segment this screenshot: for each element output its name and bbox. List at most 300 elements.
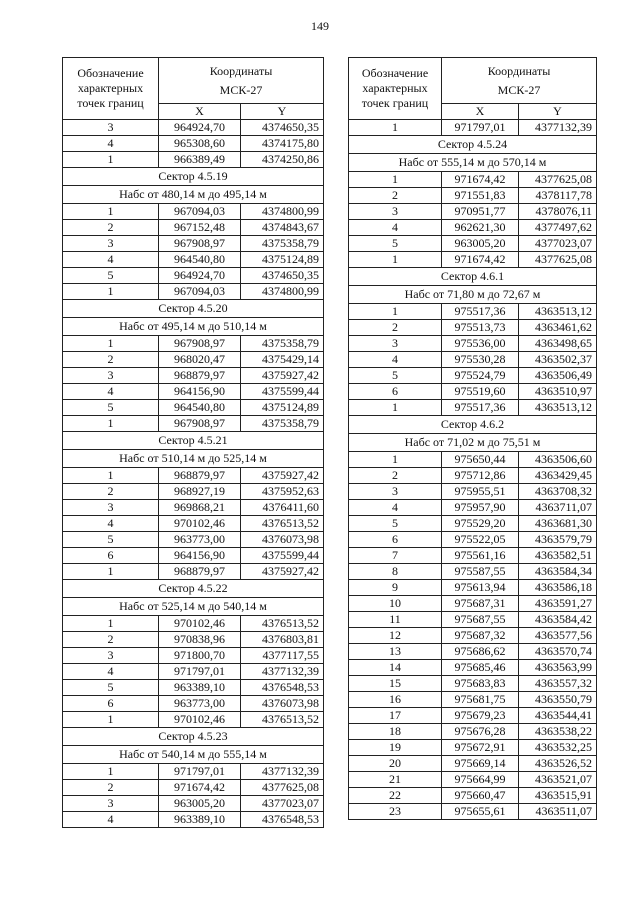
point-number-cell: 19 xyxy=(349,740,442,756)
x-coordinate-cell: 963389,10 xyxy=(159,812,241,828)
table-row xyxy=(349,628,597,644)
coordinates-header xyxy=(442,58,597,104)
x-coordinate-cell: 968879,97 xyxy=(159,564,241,580)
sector-heading: Сектор 4.5.20 xyxy=(63,300,324,318)
x-coordinate-cell: 967094,03 xyxy=(159,204,241,220)
point-number-cell: 4 xyxy=(349,352,442,368)
table-row xyxy=(63,500,324,516)
table-row xyxy=(349,676,597,692)
table-row xyxy=(63,384,324,400)
y-coordinate-cell: 4363511,07 xyxy=(519,804,597,820)
x-coordinate-cell: 965308,60 xyxy=(159,136,241,152)
table-row xyxy=(349,304,597,320)
points-label-line3: точек границ xyxy=(361,96,429,110)
x-coordinate-cell: 975587,55 xyxy=(442,564,519,580)
y-coordinate-cell: 4363461,62 xyxy=(519,320,597,336)
table-row xyxy=(63,648,324,664)
x-coordinate-cell: 968879,97 xyxy=(159,468,241,484)
table-row xyxy=(63,352,324,368)
y-coordinate-cell: 4375358,79 xyxy=(241,416,324,432)
sector-heading-row xyxy=(63,728,324,746)
x-coordinate-cell: 975957,90 xyxy=(442,500,519,516)
table-body-left xyxy=(63,58,324,828)
y-coordinate-cell: 4363532,25 xyxy=(519,740,597,756)
table-row xyxy=(63,764,324,780)
point-number-cell: 8 xyxy=(349,564,442,580)
point-number-cell: 14 xyxy=(349,660,442,676)
x-coordinate-cell: 975669,14 xyxy=(442,756,519,772)
y-coordinate-cell: 4363579,79 xyxy=(519,532,597,548)
point-number-cell: 18 xyxy=(349,724,442,740)
sector-heading: Набс от 555,14 м до 570,14 м xyxy=(349,154,597,172)
sector-heading: Набс от 540,14 м до 555,14 м xyxy=(63,746,324,764)
x-coordinate-cell: 975561,16 xyxy=(442,548,519,564)
point-number-cell: 5 xyxy=(349,368,442,384)
point-number-cell: 20 xyxy=(349,756,442,772)
point-number-cell: 15 xyxy=(349,676,442,692)
x-coordinate-cell: 964540,80 xyxy=(159,252,241,268)
table-row xyxy=(349,516,597,532)
sector-heading-row xyxy=(63,168,324,186)
x-axis-header: X xyxy=(159,104,241,120)
y-coordinate-cell: 4374650,35 xyxy=(241,268,324,284)
sector-heading: Сектор 4.5.23 xyxy=(63,728,324,746)
y-coordinate-cell: 4378117,78 xyxy=(519,188,597,204)
point-number-cell: 6 xyxy=(349,384,442,400)
x-coordinate-cell: 975536,00 xyxy=(442,336,519,352)
point-number-cell: 4 xyxy=(63,812,159,828)
point-number-cell: 7 xyxy=(349,548,442,564)
table-row xyxy=(349,384,597,400)
table-row xyxy=(63,336,324,352)
y-coordinate-cell: 4375599,44 xyxy=(241,384,324,400)
table-row xyxy=(63,548,324,564)
table-row xyxy=(63,712,324,728)
table-row xyxy=(63,812,324,828)
sector-heading-row xyxy=(349,154,597,172)
x-coordinate-cell: 975686,62 xyxy=(442,644,519,660)
coordinate-system: МСК-27 xyxy=(219,82,263,97)
table-row xyxy=(349,352,597,368)
point-number-cell: 3 xyxy=(63,120,159,136)
point-number-cell: 3 xyxy=(63,648,159,664)
x-coordinate-cell: 971674,42 xyxy=(442,252,519,268)
table-row xyxy=(349,320,597,336)
x-coordinate-cell: 969868,21 xyxy=(159,500,241,516)
x-coordinate-cell: 967908,97 xyxy=(159,236,241,252)
point-number-cell: 3 xyxy=(349,336,442,352)
x-coordinate-cell: 968927,19 xyxy=(159,484,241,500)
point-number-cell: 4 xyxy=(63,136,159,152)
point-number-cell: 3 xyxy=(349,484,442,500)
x-coordinate-cell: 971551,83 xyxy=(442,188,519,204)
point-number-cell: 1 xyxy=(63,468,159,484)
x-coordinate-cell: 964924,70 xyxy=(159,120,241,136)
y-coordinate-cell: 4377625,08 xyxy=(519,252,597,268)
x-coordinate-cell: 975660,47 xyxy=(442,788,519,804)
points-label-line3: точек границ xyxy=(77,96,144,110)
x-coordinate-cell: 970838,96 xyxy=(159,632,241,648)
table-row xyxy=(63,564,324,580)
table-row xyxy=(63,268,324,284)
y-coordinate-cell: 4363521,07 xyxy=(519,772,597,788)
sector-heading: Набс от 495,14 м до 510,14 м xyxy=(63,318,324,336)
point-number-cell: 16 xyxy=(349,692,442,708)
y-axis-header: Y xyxy=(241,104,324,120)
table-row xyxy=(349,532,597,548)
x-coordinate-cell: 971797,01 xyxy=(159,664,241,680)
table-row xyxy=(349,564,597,580)
point-number-cell: 3 xyxy=(63,796,159,812)
points-label-header xyxy=(349,58,442,120)
table-row xyxy=(349,220,597,236)
point-number-cell: 5 xyxy=(63,400,159,416)
sector-heading: Сектор 4.6.2 xyxy=(349,416,597,434)
y-coordinate-cell: 4363570,74 xyxy=(519,644,597,660)
table-row xyxy=(63,204,324,220)
x-coordinate-cell: 975687,55 xyxy=(442,612,519,628)
point-number-cell: 1 xyxy=(63,616,159,632)
x-coordinate-cell: 971797,01 xyxy=(159,764,241,780)
x-coordinate-cell: 975522,05 xyxy=(442,532,519,548)
y-coordinate-cell: 4375358,79 xyxy=(241,236,324,252)
y-coordinate-cell: 4377132,39 xyxy=(241,664,324,680)
point-number-cell: 6 xyxy=(349,532,442,548)
y-coordinate-cell: 4378076,11 xyxy=(519,204,597,220)
y-coordinate-cell: 4377625,08 xyxy=(241,780,324,796)
y-coordinate-cell: 4377497,62 xyxy=(519,220,597,236)
point-number-cell: 1 xyxy=(349,452,442,468)
x-coordinate-cell: 971674,42 xyxy=(442,172,519,188)
point-number-cell: 2 xyxy=(63,484,159,500)
point-number-cell: 12 xyxy=(349,628,442,644)
x-coordinate-cell: 975955,51 xyxy=(442,484,519,500)
point-number-cell: 3 xyxy=(63,236,159,252)
y-coordinate-cell: 4377023,07 xyxy=(519,236,597,252)
table-row xyxy=(63,136,324,152)
y-coordinate-cell: 4363526,52 xyxy=(519,756,597,772)
sector-heading-row xyxy=(349,416,597,434)
table-row xyxy=(349,708,597,724)
y-coordinate-cell: 4363681,30 xyxy=(519,516,597,532)
x-coordinate-cell: 975530,28 xyxy=(442,352,519,368)
table-row xyxy=(349,120,597,136)
table-row xyxy=(63,516,324,532)
y-coordinate-cell: 4363429,45 xyxy=(519,468,597,484)
coordinates-table-left xyxy=(62,57,324,828)
x-coordinate-cell: 975517,36 xyxy=(442,400,519,416)
sector-heading: Сектор 4.5.22 xyxy=(63,580,324,598)
point-number-cell: 21 xyxy=(349,772,442,788)
sector-heading-row xyxy=(349,136,597,154)
point-number-cell: 1 xyxy=(63,564,159,580)
y-coordinate-cell: 4376513,52 xyxy=(241,616,324,632)
y-coordinate-cell: 4376411,60 xyxy=(241,500,324,516)
y-coordinate-cell: 4363711,07 xyxy=(519,500,597,516)
y-coordinate-cell: 4376513,52 xyxy=(241,712,324,728)
x-coordinate-cell: 964156,90 xyxy=(159,384,241,400)
point-number-cell: 1 xyxy=(63,712,159,728)
y-coordinate-cell: 4376073,98 xyxy=(241,532,324,548)
y-coordinate-cell: 4363586,18 xyxy=(519,580,597,596)
coordinates-header xyxy=(159,58,324,104)
y-coordinate-cell: 4374650,35 xyxy=(241,120,324,136)
coordinates-title: Координаты xyxy=(209,63,273,78)
table-row xyxy=(63,796,324,812)
y-coordinate-cell: 4377132,39 xyxy=(519,120,597,136)
sector-heading-row xyxy=(63,450,324,468)
x-coordinate-cell: 975676,28 xyxy=(442,724,519,740)
point-number-cell: 2 xyxy=(63,352,159,368)
point-number-cell: 6 xyxy=(63,696,159,712)
table-row xyxy=(349,660,597,676)
x-coordinate-cell: 970951,77 xyxy=(442,204,519,220)
table-body-right xyxy=(349,58,597,820)
table-row xyxy=(63,532,324,548)
sector-heading-row xyxy=(349,286,597,304)
x-coordinate-cell: 967908,97 xyxy=(159,336,241,352)
table-row xyxy=(349,188,597,204)
table-row xyxy=(349,804,597,820)
point-number-cell: 4 xyxy=(63,384,159,400)
x-axis-header: X xyxy=(442,104,519,120)
point-number-cell: 1 xyxy=(349,120,442,136)
sector-heading: Набс от 525,14 м до 540,14 м xyxy=(63,598,324,616)
x-coordinate-cell: 963005,20 xyxy=(442,236,519,252)
table-row xyxy=(63,416,324,432)
points-label-line1: Обозначение xyxy=(361,66,429,80)
x-coordinate-cell: 970102,46 xyxy=(159,516,241,532)
point-number-cell: 2 xyxy=(63,220,159,236)
sector-heading-row xyxy=(349,268,597,286)
x-coordinate-cell: 968879,97 xyxy=(159,368,241,384)
table-row xyxy=(63,284,324,300)
x-coordinate-cell: 963773,00 xyxy=(159,532,241,548)
x-coordinate-cell: 970102,46 xyxy=(159,616,241,632)
y-coordinate-cell: 4375952,63 xyxy=(241,484,324,500)
point-number-cell: 9 xyxy=(349,580,442,596)
x-coordinate-cell: 967908,97 xyxy=(159,416,241,432)
sector-heading-row xyxy=(63,432,324,450)
x-coordinate-cell: 975524,79 xyxy=(442,368,519,384)
point-number-cell: 1 xyxy=(63,416,159,432)
table-row xyxy=(349,788,597,804)
x-coordinate-cell: 967094,03 xyxy=(159,284,241,300)
y-coordinate-cell: 4377023,07 xyxy=(241,796,324,812)
y-coordinate-cell: 4377625,08 xyxy=(519,172,597,188)
y-coordinate-cell: 4363513,12 xyxy=(519,400,597,416)
x-coordinate-cell: 975529,20 xyxy=(442,516,519,532)
table-row xyxy=(349,724,597,740)
point-number-cell: 1 xyxy=(349,304,442,320)
sector-heading: Сектор 4.5.24 xyxy=(349,136,597,154)
sector-heading-row xyxy=(349,434,597,452)
point-number-cell: 5 xyxy=(349,236,442,252)
y-axis-header: Y xyxy=(519,104,597,120)
y-coordinate-cell: 4363577,56 xyxy=(519,628,597,644)
table-row xyxy=(63,220,324,236)
point-number-cell: 5 xyxy=(63,268,159,284)
table-row xyxy=(63,696,324,712)
y-coordinate-cell: 4363513,12 xyxy=(519,304,597,320)
x-coordinate-cell: 975687,31 xyxy=(442,596,519,612)
point-number-cell: 17 xyxy=(349,708,442,724)
x-coordinate-cell: 975517,36 xyxy=(442,304,519,320)
x-coordinate-cell: 963773,00 xyxy=(159,696,241,712)
y-coordinate-cell: 4363557,32 xyxy=(519,676,597,692)
point-number-cell: 4 xyxy=(349,220,442,236)
coordinates-title: Координаты xyxy=(487,63,551,78)
point-number-cell: 3 xyxy=(349,204,442,220)
y-coordinate-cell: 4376803,81 xyxy=(241,632,324,648)
y-coordinate-cell: 4363563,99 xyxy=(519,660,597,676)
point-number-cell: 5 xyxy=(63,680,159,696)
table-row xyxy=(349,500,597,516)
table-row xyxy=(63,616,324,632)
sector-heading: Сектор 4.5.21 xyxy=(63,432,324,450)
y-coordinate-cell: 4376548,53 xyxy=(241,680,324,696)
point-number-cell: 22 xyxy=(349,788,442,804)
table-header-row xyxy=(63,58,324,104)
table-row xyxy=(349,172,597,188)
point-number-cell: 2 xyxy=(349,188,442,204)
sector-heading: Сектор 4.6.1 xyxy=(349,268,597,286)
page-number: 149 xyxy=(311,19,329,33)
y-coordinate-cell: 4363544,41 xyxy=(519,708,597,724)
y-coordinate-cell: 4375124,89 xyxy=(241,252,324,268)
table-row xyxy=(63,252,324,268)
point-number-cell: 1 xyxy=(63,336,159,352)
y-coordinate-cell: 4375124,89 xyxy=(241,400,324,416)
y-coordinate-cell: 4363510,97 xyxy=(519,384,597,400)
y-coordinate-cell: 4374800,99 xyxy=(241,204,324,220)
table-header-row xyxy=(349,58,597,104)
table-row xyxy=(63,152,324,168)
point-number-cell: 1 xyxy=(349,400,442,416)
sector-heading: Набс от 480,14 м до 495,14 м xyxy=(63,186,324,204)
x-coordinate-cell: 963005,20 xyxy=(159,796,241,812)
point-number-cell: 5 xyxy=(63,532,159,548)
point-number-cell: 2 xyxy=(349,320,442,336)
point-number-cell: 23 xyxy=(349,804,442,820)
sector-heading-row xyxy=(63,186,324,204)
y-coordinate-cell: 4363582,51 xyxy=(519,548,597,564)
table-row xyxy=(349,740,597,756)
x-coordinate-cell: 966389,49 xyxy=(159,152,241,168)
x-coordinate-cell: 975683,83 xyxy=(442,676,519,692)
coordinates-table-right xyxy=(348,57,597,820)
x-coordinate-cell: 975672,91 xyxy=(442,740,519,756)
x-coordinate-cell: 975679,23 xyxy=(442,708,519,724)
x-coordinate-cell: 975687,32 xyxy=(442,628,519,644)
y-coordinate-cell: 4375927,42 xyxy=(241,368,324,384)
point-number-cell: 3 xyxy=(63,368,159,384)
y-coordinate-cell: 4363584,42 xyxy=(519,612,597,628)
x-coordinate-cell: 968020,47 xyxy=(159,352,241,368)
y-coordinate-cell: 4363591,27 xyxy=(519,596,597,612)
sector-heading-row xyxy=(63,746,324,764)
x-coordinate-cell: 975685,46 xyxy=(442,660,519,676)
y-coordinate-cell: 4374843,67 xyxy=(241,220,324,236)
y-coordinate-cell: 4376073,98 xyxy=(241,696,324,712)
table-row xyxy=(63,664,324,680)
x-coordinate-cell: 975655,61 xyxy=(442,804,519,820)
points-label-line2: характерных xyxy=(77,81,144,95)
table-row xyxy=(349,596,597,612)
table-row xyxy=(63,484,324,500)
points-label-header xyxy=(63,58,159,120)
y-coordinate-cell: 4375927,42 xyxy=(241,468,324,484)
sector-heading: Набс от 510,14 м до 525,14 м xyxy=(63,450,324,468)
y-coordinate-cell: 4377132,39 xyxy=(241,764,324,780)
x-coordinate-cell: 964924,70 xyxy=(159,268,241,284)
table-row xyxy=(349,484,597,500)
point-number-cell: 4 xyxy=(63,664,159,680)
x-coordinate-cell: 962621,30 xyxy=(442,220,519,236)
table-row xyxy=(349,452,597,468)
table-row xyxy=(349,756,597,772)
table-row xyxy=(349,204,597,220)
x-coordinate-cell: 975519,60 xyxy=(442,384,519,400)
point-number-cell: 1 xyxy=(63,764,159,780)
x-coordinate-cell: 975513,73 xyxy=(442,320,519,336)
y-coordinate-cell: 4375358,79 xyxy=(241,336,324,352)
y-coordinate-cell: 4375599,44 xyxy=(241,548,324,564)
x-coordinate-cell: 971674,42 xyxy=(159,780,241,796)
sector-heading: Набс от 71,80 м до 72,67 м xyxy=(349,286,597,304)
table-row xyxy=(63,236,324,252)
point-number-cell: 1 xyxy=(63,204,159,220)
table-row xyxy=(349,692,597,708)
table-row xyxy=(349,644,597,660)
point-number-cell: 13 xyxy=(349,644,442,660)
x-coordinate-cell: 967152,48 xyxy=(159,220,241,236)
x-coordinate-cell: 970102,46 xyxy=(159,712,241,728)
table-row xyxy=(63,780,324,796)
table-row xyxy=(63,120,324,136)
table-row xyxy=(349,772,597,788)
x-coordinate-cell: 971797,01 xyxy=(442,120,519,136)
y-coordinate-cell: 4374250,86 xyxy=(241,152,324,168)
point-number-cell: 2 xyxy=(349,468,442,484)
y-coordinate-cell: 4376548,53 xyxy=(241,812,324,828)
point-number-cell: 1 xyxy=(63,284,159,300)
sector-heading-row xyxy=(63,318,324,336)
x-coordinate-cell: 963389,10 xyxy=(159,680,241,696)
table-row xyxy=(349,236,597,252)
y-coordinate-cell: 4375927,42 xyxy=(241,564,324,580)
point-number-cell: 2 xyxy=(63,780,159,796)
point-number-cell: 1 xyxy=(63,152,159,168)
y-coordinate-cell: 4376513,52 xyxy=(241,516,324,532)
sector-heading-row xyxy=(63,300,324,318)
y-coordinate-cell: 4363506,49 xyxy=(519,368,597,384)
y-coordinate-cell: 4363506,60 xyxy=(519,452,597,468)
sector-heading: Сектор 4.5.19 xyxy=(63,168,324,186)
coordinate-system: МСК-27 xyxy=(497,82,541,97)
table-row xyxy=(349,580,597,596)
table-row xyxy=(349,468,597,484)
point-number-cell: 4 xyxy=(63,252,159,268)
x-coordinate-cell: 964156,90 xyxy=(159,548,241,564)
sector-heading-row xyxy=(63,598,324,616)
point-number-cell: 1 xyxy=(349,172,442,188)
point-number-cell: 3 xyxy=(63,500,159,516)
point-number-cell: 11 xyxy=(349,612,442,628)
table-row xyxy=(349,400,597,416)
table-row xyxy=(349,336,597,352)
y-coordinate-cell: 4363584,34 xyxy=(519,564,597,580)
